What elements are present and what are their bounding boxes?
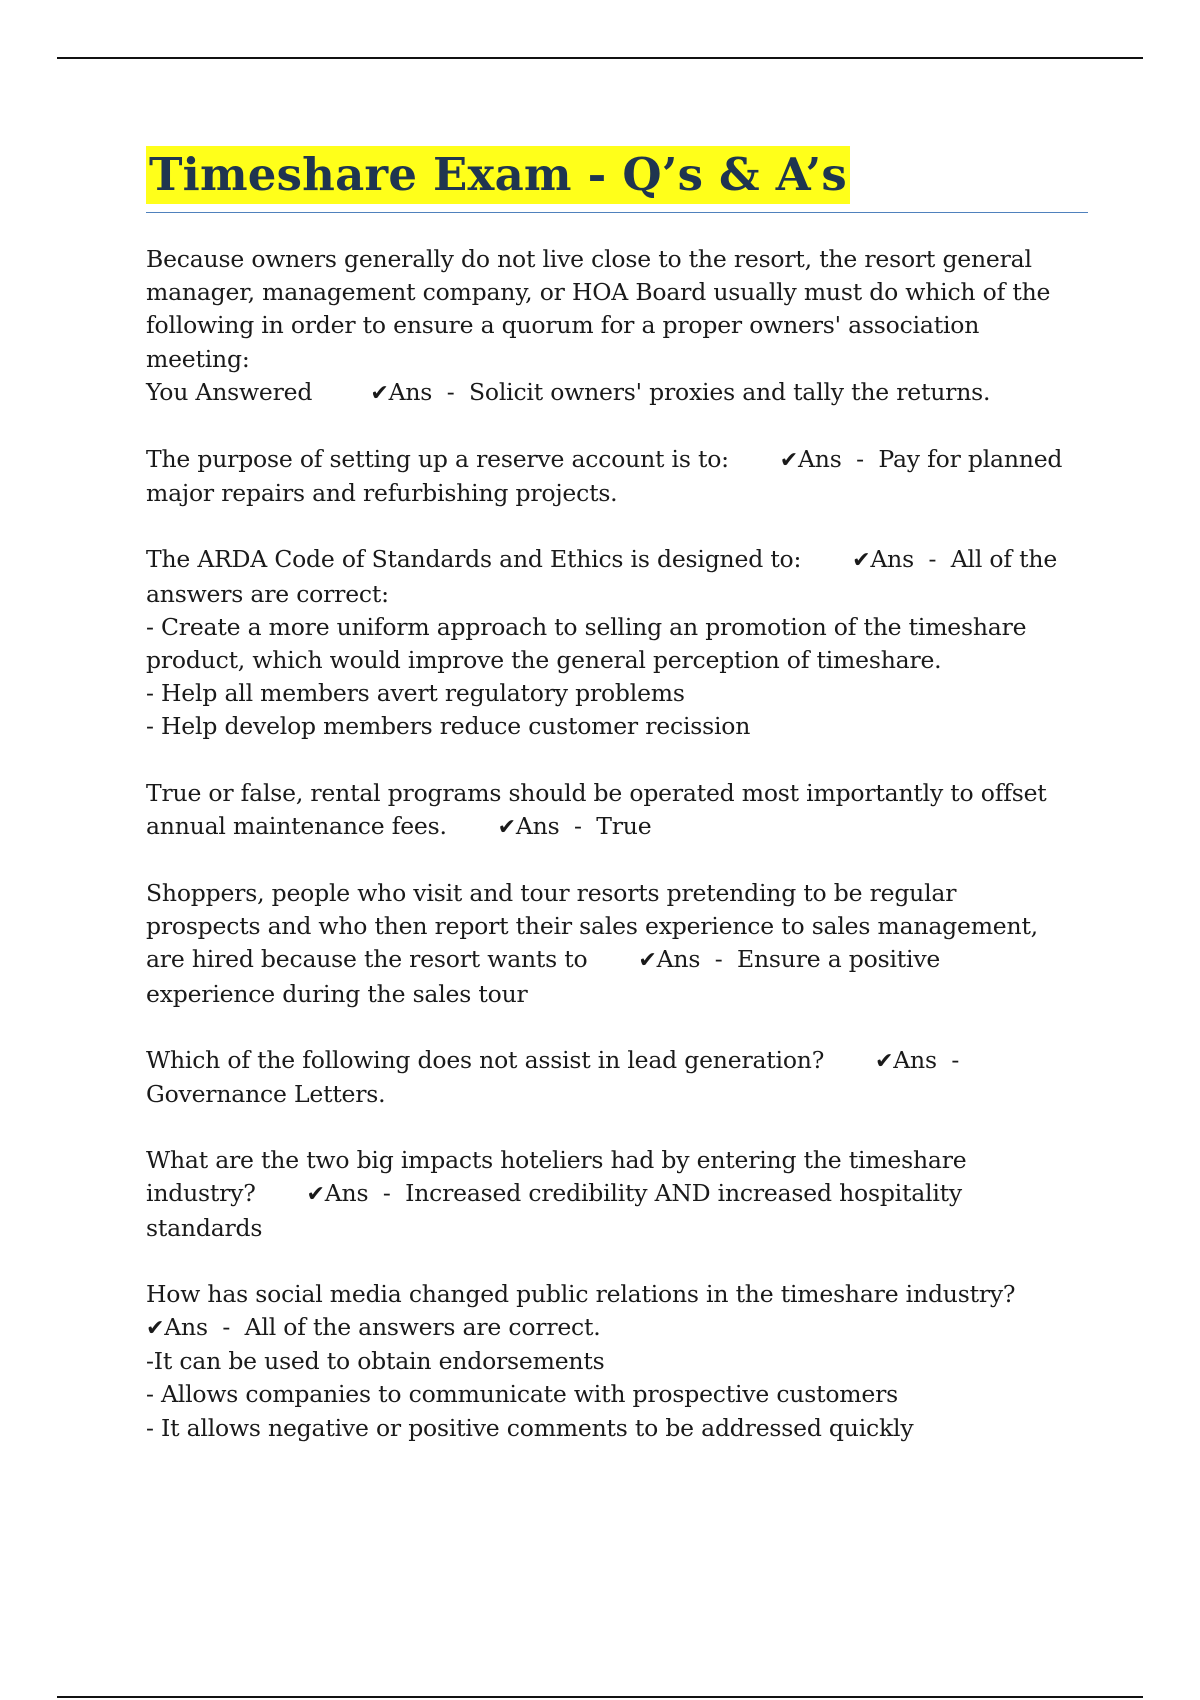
qa-item xyxy=(146,443,1088,510)
qa-line: True or false, rental programs should be operated most importantly to offset xyxy=(146,778,1047,807)
qa-line: - Help develop members reduce customer recission xyxy=(146,712,751,741)
qa-line: following in order to ensure a quorum for a proper owners' association xyxy=(146,311,980,340)
qa-list xyxy=(146,243,1088,1445)
footer-rule xyxy=(57,1696,1143,1698)
qa-item xyxy=(146,1044,1088,1111)
qa-line: What are the two big impacts hoteliers had by entering the timeshare xyxy=(146,1146,967,1175)
qa-line: Because owners generally do not live close to the resort, the resort general xyxy=(146,245,1032,273)
qa-item xyxy=(146,243,1088,410)
qa-line: experience during the sales tour xyxy=(146,979,528,1008)
qa-item xyxy=(146,543,1088,743)
qa-item xyxy=(146,1144,1088,1245)
qa-line: - Create a more uniform approach to selling an promotion of the timeshare xyxy=(146,612,1027,641)
qa-line: The purpose of setting up a reserve account is to: ✔Ans - Pay for planned xyxy=(146,445,1063,474)
qa-line: annual maintenance fees. ✔Ans - True xyxy=(146,811,652,840)
qa-line: Which of the following does not assist in lead generation? ✔Ans - xyxy=(146,1045,960,1074)
qa-line: - Allows companies to communicate with prospective customers xyxy=(146,1380,898,1409)
checkmark-icon: ✔ xyxy=(306,1182,325,1208)
qa-line: prospects and who then report their sales experience to sales management, xyxy=(146,912,1038,941)
document-body xyxy=(146,146,1088,1478)
qa-line: -It can be used to obtain endorsements xyxy=(146,1347,605,1376)
qa-item xyxy=(146,1278,1088,1445)
checkmark-icon: ✔ xyxy=(852,548,871,574)
qa-line: manager, management company, or HOA Board usually must do which of the xyxy=(146,278,1051,307)
qa-item xyxy=(146,777,1088,844)
checkmark-icon: ✔ xyxy=(370,380,389,406)
checkmark-icon: ✔ xyxy=(875,1048,894,1074)
qa-line: major repairs and refurbishing projects. xyxy=(146,479,618,508)
qa-line: - Help all members avert regulatory problems xyxy=(146,679,685,708)
qa-line: Governance Letters. xyxy=(146,1080,386,1109)
qa-line: Shoppers, people who visit and tour resorts pretending to be regular xyxy=(146,879,957,908)
qa-line: meeting: xyxy=(146,344,250,373)
qa-line: are hired because the resort wants to ✔Ans - Ensure a positive xyxy=(146,945,941,974)
qa-line: - It allows negative or positive comments to be addressed quickly xyxy=(146,1413,914,1442)
qa-line: industry? ✔Ans - Increased credibility AND increased hospitality xyxy=(146,1179,963,1208)
checkmark-icon: ✔ xyxy=(497,814,516,840)
checkmark-icon: ✔ xyxy=(779,448,799,474)
checkmark-icon: ✔ xyxy=(146,1316,165,1342)
qa-line: answers are correct: xyxy=(146,579,389,608)
title-block xyxy=(146,146,1088,213)
qa-line: ✔Ans - All of the answers are correct. xyxy=(146,1313,601,1342)
qa-line: How has social media changed public relations in the timeshare industry? xyxy=(146,1279,1016,1308)
qa-line: standards xyxy=(146,1213,263,1242)
qa-line: product, which would improve the general perception of timeshare. xyxy=(146,646,942,675)
checkmark-icon: ✔ xyxy=(638,948,657,974)
qa-item xyxy=(146,877,1088,1011)
qa-line: You Answered ✔Ans - Solicit owners' proxies and tally the returns. xyxy=(146,377,991,406)
header-rule xyxy=(57,57,1143,59)
document-title: Timeshare Exam - Q’s & A’s xyxy=(146,146,850,204)
qa-line: The ARDA Code of Standards and Ethics is designed to: ✔Ans - All of the xyxy=(146,545,1058,574)
